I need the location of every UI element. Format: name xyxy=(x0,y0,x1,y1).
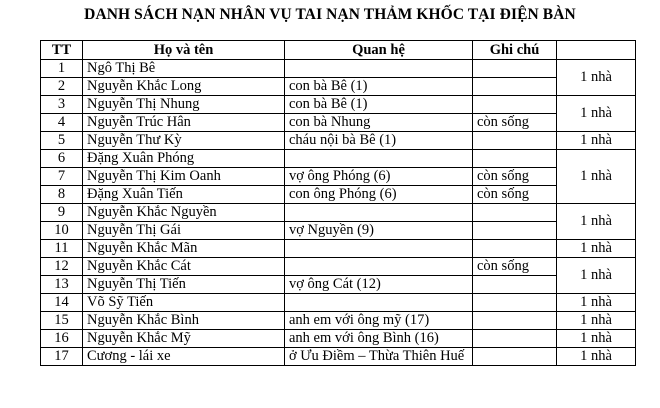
table-row xyxy=(41,294,636,312)
table-row xyxy=(41,60,636,78)
document-title: DANH SÁCH NẠN NHÂN VỤ TAI NẠN THẢM KHỐC TẠI ĐIỆN BÀN xyxy=(84,6,576,23)
cell-relation: con bà Nhung xyxy=(285,114,473,132)
table-row xyxy=(41,204,636,222)
cell-note xyxy=(473,78,557,96)
cell-tt: 12 xyxy=(41,258,83,276)
cell-name: Nguyễn Thị Nhung xyxy=(83,96,285,114)
cell-household: 1 nhà xyxy=(557,240,636,258)
cell-relation: con bà Bê (1) xyxy=(285,78,473,96)
cell-relation xyxy=(285,204,473,222)
cell-relation xyxy=(285,258,473,276)
cell-household: 1 nhà xyxy=(557,312,636,330)
table-row xyxy=(41,312,636,330)
cell-relation: con bà Bê (1) xyxy=(285,96,473,114)
cell-relation xyxy=(285,60,473,78)
cell-relation xyxy=(285,240,473,258)
header-note: Ghi chú xyxy=(473,41,557,60)
cell-tt: 15 xyxy=(41,312,83,330)
table-body xyxy=(41,60,636,366)
cell-name: Nguyễn Khắc Mỹ xyxy=(83,330,285,348)
cell-note: còn sống xyxy=(473,258,557,276)
header-tt: TT xyxy=(41,41,83,60)
cell-tt: 9 xyxy=(41,204,83,222)
table-row xyxy=(41,96,636,114)
cell-note xyxy=(473,60,557,78)
cell-name: Nguyễn Khắc Bình xyxy=(83,312,285,330)
cell-relation xyxy=(285,294,473,312)
victims-table xyxy=(40,40,636,366)
header-house xyxy=(557,41,636,60)
table-row xyxy=(41,186,636,204)
cell-relation: ở Ưu Điềm – Thừa Thiên Huế xyxy=(285,348,473,366)
cell-tt: 14 xyxy=(41,294,83,312)
table-row xyxy=(41,132,636,150)
cell-household: 1 nhà xyxy=(557,348,636,366)
cell-relation: cháu nội bà Bê (1) xyxy=(285,132,473,150)
table-header-row xyxy=(41,41,636,60)
cell-household: 1 nhà xyxy=(557,294,636,312)
cell-name: Nguyễn Thị Tiến xyxy=(83,276,285,294)
table-row xyxy=(41,78,636,96)
cell-relation: vợ ông Phóng (6) xyxy=(285,168,473,186)
cell-tt: 3 xyxy=(41,96,83,114)
cell-name: Nguyễn Khắc Cát xyxy=(83,258,285,276)
cell-household: 1 nhà xyxy=(557,330,636,348)
cell-household: 1 nhà xyxy=(557,60,636,96)
cell-tt: 17 xyxy=(41,348,83,366)
cell-note xyxy=(473,222,557,240)
table-row xyxy=(41,348,636,366)
table-row xyxy=(41,258,636,276)
cell-household: 1 nhà xyxy=(557,258,636,294)
cell-note xyxy=(473,96,557,114)
cell-household: 1 nhà xyxy=(557,132,636,150)
cell-name: Nguyễn Thị Gái xyxy=(83,222,285,240)
cell-name: Đặng Xuân Tiến xyxy=(83,186,285,204)
cell-name: Nguyễn Khắc Long xyxy=(83,78,285,96)
cell-tt: 5 xyxy=(41,132,83,150)
cell-note xyxy=(473,348,557,366)
table-row xyxy=(41,330,636,348)
cell-tt: 10 xyxy=(41,222,83,240)
cell-household: 1 nhà xyxy=(557,150,636,204)
cell-household: 1 nhà xyxy=(557,96,636,132)
cell-note xyxy=(473,132,557,150)
cell-tt: 1 xyxy=(41,60,83,78)
cell-relation: vợ ông Cát (12) xyxy=(285,276,473,294)
cell-name: Võ Sỹ Tiến xyxy=(83,294,285,312)
cell-note xyxy=(473,240,557,258)
cell-tt: 8 xyxy=(41,186,83,204)
cell-name: Nguyễn Khắc Nguyền xyxy=(83,204,285,222)
cell-name: Nguyễn Trúc Hân xyxy=(83,114,285,132)
table-row xyxy=(41,240,636,258)
cell-note: còn sống xyxy=(473,114,557,132)
table-row xyxy=(41,114,636,132)
cell-tt: 13 xyxy=(41,276,83,294)
cell-name: Đặng Xuân Phóng xyxy=(83,150,285,168)
cell-note xyxy=(473,150,557,168)
cell-tt: 16 xyxy=(41,330,83,348)
cell-tt: 7 xyxy=(41,168,83,186)
header-relation: Quan hệ xyxy=(285,41,473,60)
cell-note xyxy=(473,276,557,294)
cell-name: Cương - lái xe xyxy=(83,348,285,366)
cell-relation xyxy=(285,150,473,168)
cell-tt: 6 xyxy=(41,150,83,168)
table-row xyxy=(41,168,636,186)
cell-note xyxy=(473,294,557,312)
cell-relation: anh em với ông mỹ (17) xyxy=(285,312,473,330)
cell-tt: 4 xyxy=(41,114,83,132)
cell-name: Ngô Thị Bê xyxy=(83,60,285,78)
cell-note: còn sống xyxy=(473,186,557,204)
cell-tt: 11 xyxy=(41,240,83,258)
cell-tt: 2 xyxy=(41,78,83,96)
cell-name: Nguyễn Thị Kim Oanh xyxy=(83,168,285,186)
header-name: Họ và tên xyxy=(83,41,285,60)
cell-name: Nguyễn Khắc Mãn xyxy=(83,240,285,258)
cell-relation: con ông Phóng (6) xyxy=(285,186,473,204)
table-row xyxy=(41,150,636,168)
cell-note: còn sống xyxy=(473,168,557,186)
cell-note xyxy=(473,204,557,222)
cell-name: Nguyễn Thư Kỳ xyxy=(83,132,285,150)
cell-household: 1 nhà xyxy=(557,204,636,240)
cell-note xyxy=(473,330,557,348)
cell-relation: anh em với ông Bình (16) xyxy=(285,330,473,348)
cell-relation: vợ Nguyền (9) xyxy=(285,222,473,240)
cell-note xyxy=(473,312,557,330)
table-row xyxy=(41,276,636,294)
table-row xyxy=(41,222,636,240)
